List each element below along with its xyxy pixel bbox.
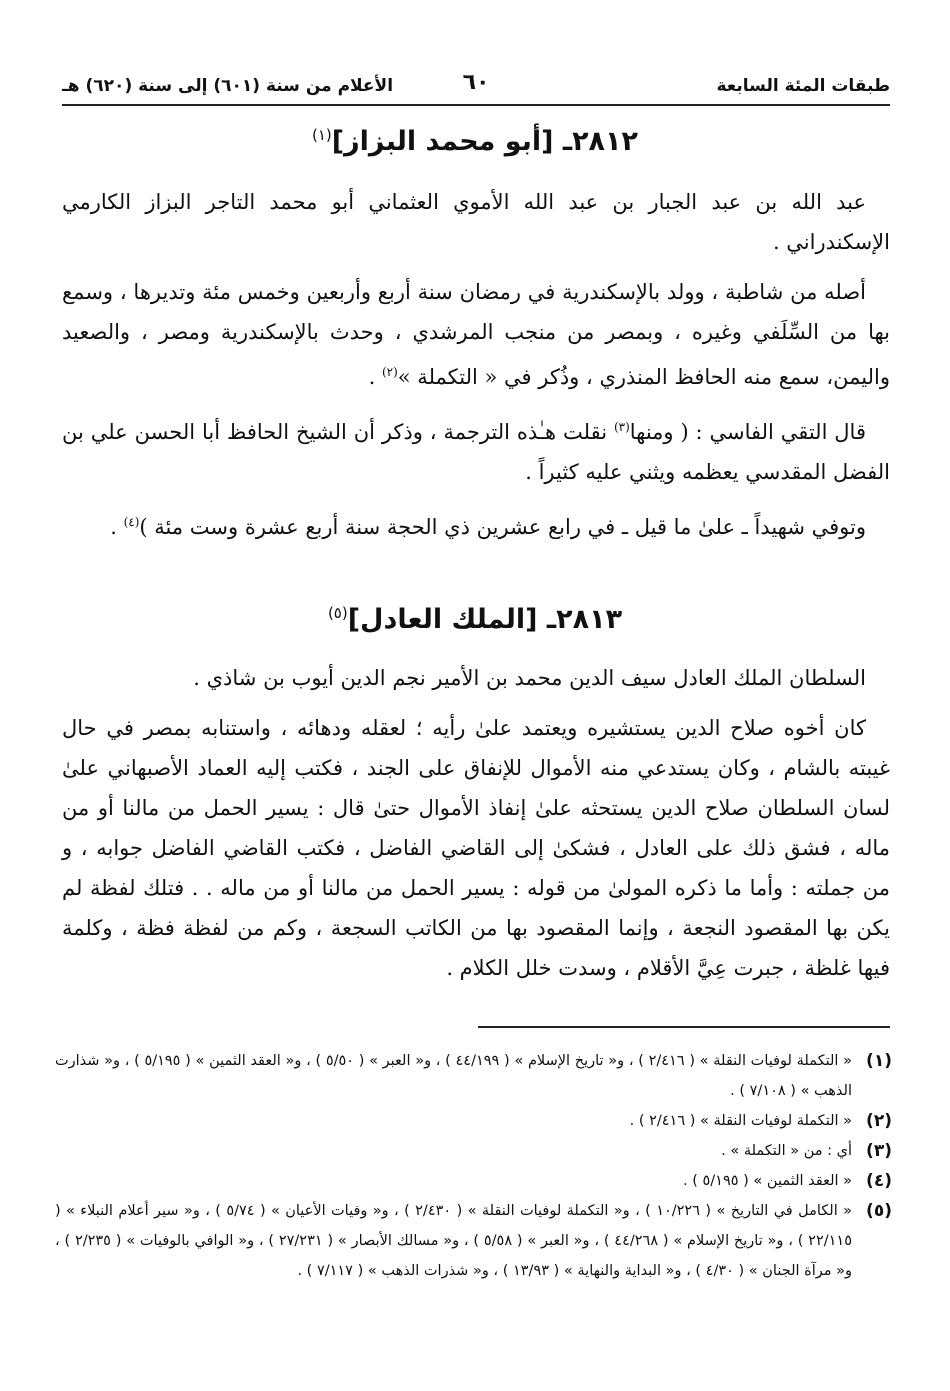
footnote-ref: (٢) (381, 365, 398, 379)
footnote-number: (٥) (866, 1201, 892, 1221)
footnote-ref: (٤) (123, 515, 140, 529)
footnotes (55, 1046, 892, 1286)
footnote-text: أي : من « التكملة » . (721, 1143, 852, 1159)
footnote-item (55, 1196, 892, 1286)
paragraph-text: نقلت هـٰذه الترجمة ، وذكر أن الشيخ الحافظ أبا الحسن علي بن الفضل المقدسي يعظمه ويثني عليه كثيراً . (62, 420, 890, 484)
header-range: الأعلام من سنة (٦٠١) إلى سنة (٦٢٠) هـ (62, 76, 394, 96)
footnote-text: « التكملة لوفيات النقلة » ( ٢/٤١٦ ) . (629, 1113, 852, 1129)
entry-title-text: ٢٨١٢ـ [أبو محمد البزاز] (331, 126, 638, 157)
paragraph (62, 272, 890, 397)
header-book-section: طبقات المئة السابعة (716, 76, 890, 96)
footnote-number: (٢) (866, 1111, 892, 1131)
footnote-ref: (١) (311, 126, 332, 144)
footnote-ref: (٥) (327, 604, 348, 622)
paragraph (62, 182, 890, 262)
paragraph-text: السلطان الملك العادل سيف الدين محمد بن الأمير نجم الدين أيوب بن شاذي . (193, 666, 866, 690)
footnote-text: « الكامل في التاريخ » ( ١٠/٢٢٦ ) ، و« التكملة لوفيات النقلة » ( ٢/٤٣٠ ) ، و« وفيات الأعيان » ( ٥/٧٤ ) ، و« سير أعلام النبلاء » ( ٢٢/١١٥ ) ، و« تاريخ الإسلام » ( ٤٤/٢٦٨ ) ، و« العبر » ( ٥/٥٨ ) ، و« مسالك الأبصار » ( ٢٧/٢٣١ ) ، و« الوافي بالوفيات » ( ٢/٢٣٥ ) ، و« مرآة الجنان » ( ٤/٣٠ ) ، و« البداية والنهاية » ( ١٣/٩٣ ) ، و« شذرات الذهب » ( ٧/١١٧ ) . (55, 1203, 852, 1279)
paragraph-text: كان أخوه صلاح الدين يستشيره ويعتمد علىٰ رأيه ؛ لعقله ودهائه ، واستنابه بمصر في حال غيبته بالشام ، وكان يستدعي منه الأموال للإنفاق على الجند ، فكتب إليه العماد الأصبهاني علىٰ لسان السلطان صلاح الدين يستحثه علىٰ إنفاذ الأموال حتىٰ قال : يسير الحمل من مالنا أو من ماله ، فشق ذلك على العادل ، فشكىٰ إلى القاضي الفاضل ، فكتب القاضي الفاضل جوابه ، و من جملته : وأما ما ذكره المولىٰ من قوله : يسير الحمل من مالنا أو من ماله . . فتلك لفظة لم يكن بها المقصود النجعة ، وإنما المقصود بها من الكاتب السجعة ، وكم من لفظة فظة ، وكلمة فيها غلظة ، جبرت عِيَّ الأقلام ، وسدت خلل الكلام . (62, 716, 890, 980)
entry-body (62, 182, 890, 557)
footnote-item (55, 1046, 892, 1106)
paragraph (62, 407, 890, 492)
entry-title (60, 126, 890, 157)
footnote-number: (٣) (866, 1141, 892, 1161)
paragraph-text: أصله من شاطبة ، وولد بالإسكندرية في رمضان سنة أربع وأربعين وخمس مئة وتديرها ، وسمع بها من السِّلَفي وغيره ، وبمصر من منجب المرشدي ، وحدث بالإسكندرية ومصر ، والصعيد واليمن، سمع منه الحافظ المنذري ، وذُكر في « التكملة » (62, 280, 890, 389)
paragraph-text: . (368, 365, 382, 389)
entry-body (62, 658, 890, 998)
entry-title (60, 604, 890, 635)
paragraph-text: وتوفي شهيداً ـ علىٰ ما قيل ـ في رابع عشرين ذي الحجة سنة أربع عشرة وست مئة ) (139, 515, 866, 539)
footnote-item (55, 1166, 892, 1196)
footnote-number: (١) (866, 1051, 892, 1071)
footnote-divider (478, 1026, 890, 1028)
footnote-ref: (٣) (613, 420, 630, 434)
footnote-number: (٤) (866, 1171, 892, 1191)
footnote-item (55, 1136, 892, 1166)
paragraph-text: . (110, 515, 124, 539)
running-header (62, 70, 890, 106)
paragraph (62, 708, 890, 988)
footnote-text: « العقد الثمين » ( ٥/١٩٥ ) . (683, 1173, 852, 1189)
paragraph (62, 502, 890, 547)
page-number: ٦٠ (462, 70, 490, 95)
paragraph (62, 658, 890, 698)
paragraph-text: عبد الله بن عبد الجبار بن عبد الله الأموي العثماني أبو محمد التاجر البزاز الكارمي الإسكندراني . (62, 190, 890, 254)
footnote-text: « التكملة لوفيات النقلة » ( ٢/٤١٦ ) ، و« تاريخ الإسلام » ( ٤٤/١٩٩ ) ، و« العبر » ( ٥/٥٠ ) ، و« العقد الثمين » ( ٥/١٩٥ ) ، و« شذارت الذهب » ( ٧/١٠٨ ) . (55, 1053, 853, 1099)
paragraph-text: قال التقي الفاسي : ( ومنها (629, 420, 866, 444)
footnote-item (55, 1106, 892, 1136)
entry-title-text: ٢٨١٣ـ [الملك العادل] (347, 604, 623, 635)
